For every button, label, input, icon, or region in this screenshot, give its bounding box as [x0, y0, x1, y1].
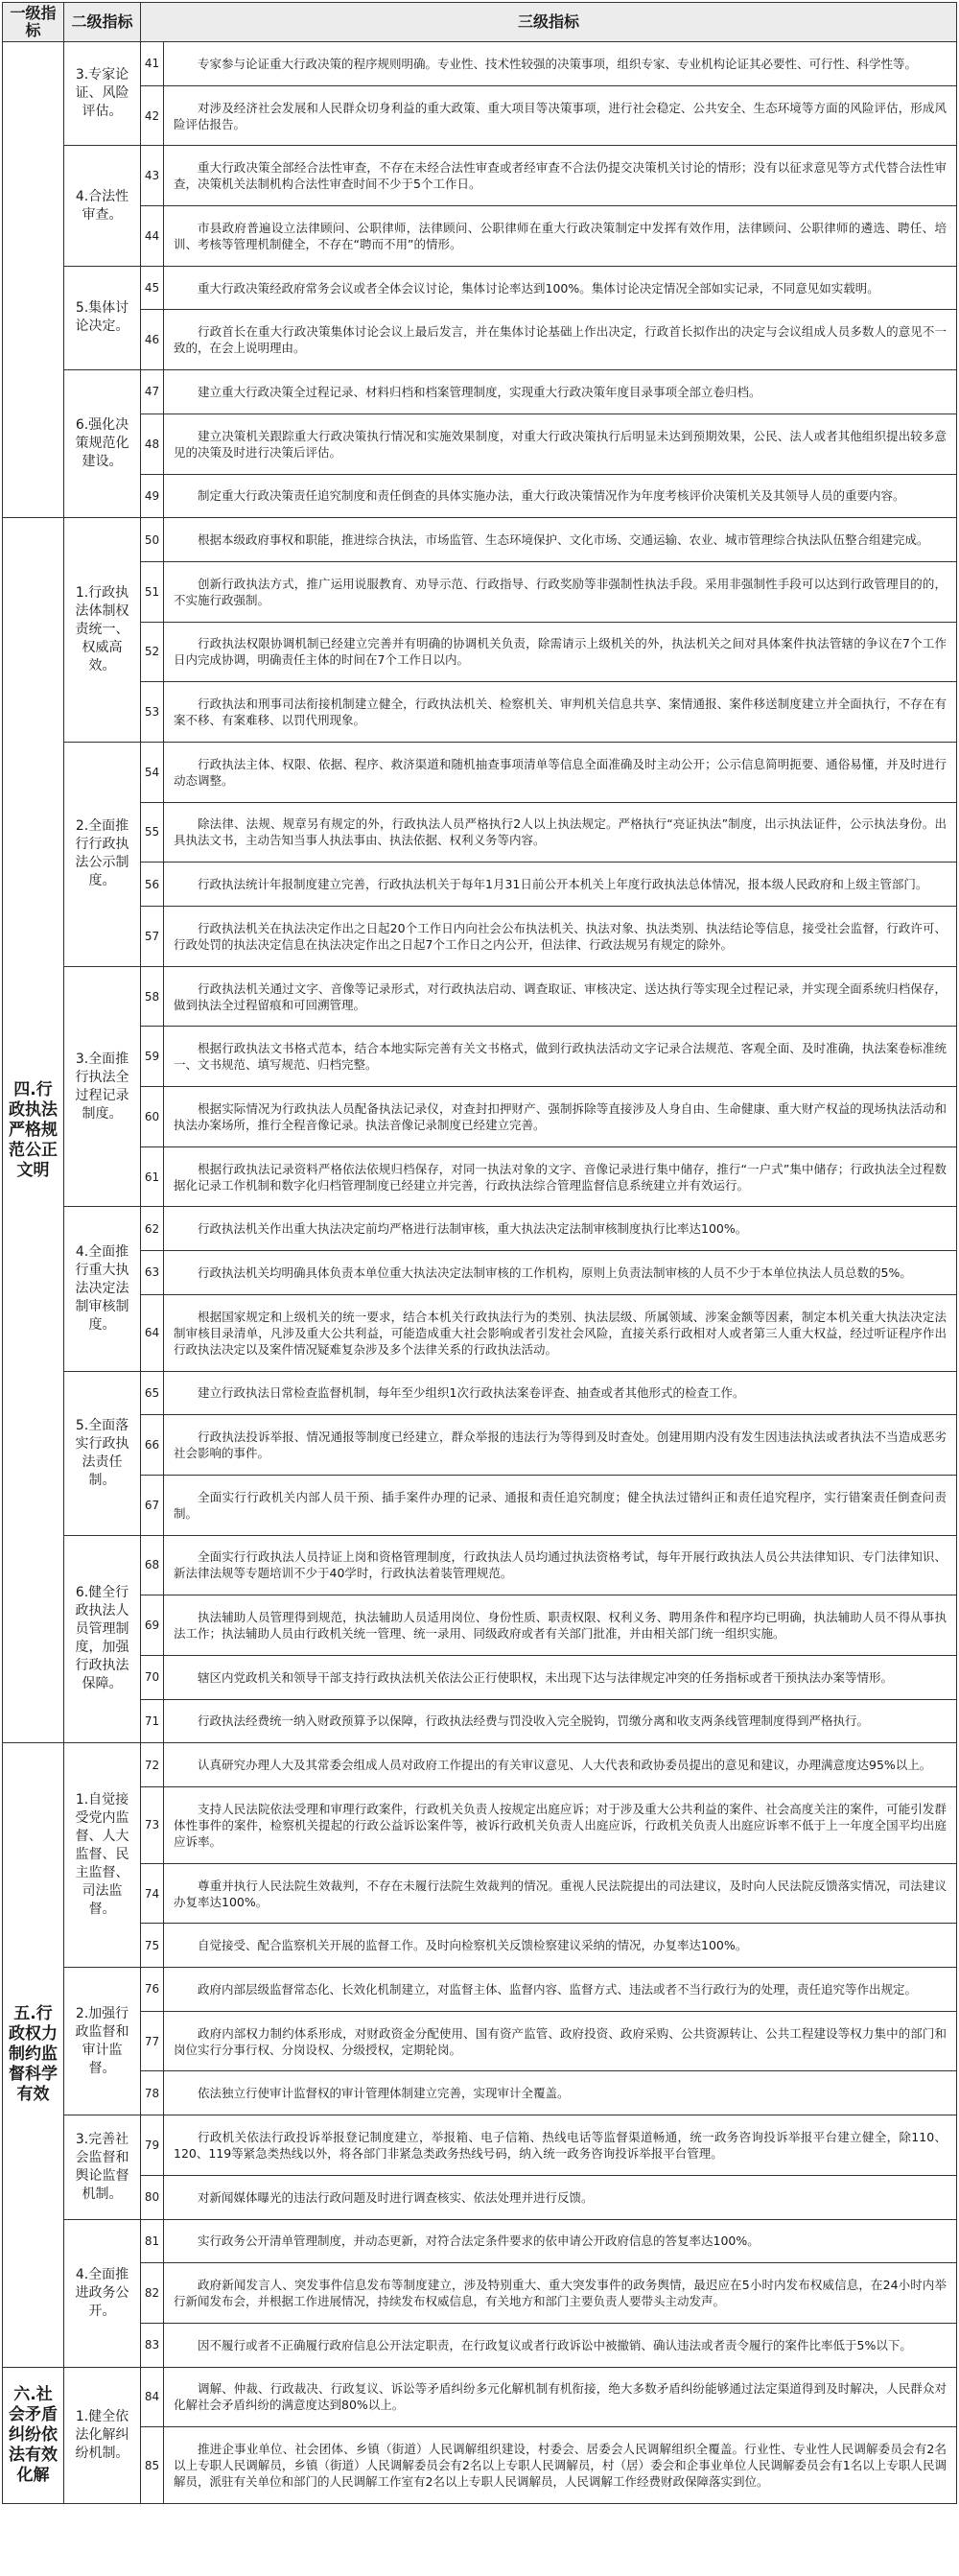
level2-indicator: 1.行政执法体制权责统一、权威高效。: [64, 518, 141, 743]
indicator-number: 47: [141, 370, 164, 414]
indicator-number: 53: [141, 682, 164, 743]
level3-indicator-text: 政府内部权力制约体系形成，对财政资金分配使用、国有资产监管、政府投资、政府采购、公共资源转让、公共工程建设等权力集中的部门和岗位实行分事行权、分岗设权、分级授权，定期轮岗。: [164, 2011, 957, 2071]
level2-indicator: 5.集体讨论决定。: [64, 266, 141, 369]
table-row: [3, 2427, 957, 2504]
level2-indicator: 5.全面落实行政执法责任制。: [64, 1371, 141, 1535]
header-level3: 三级指标: [141, 3, 957, 42]
level2-indicator: 1.自觉接受党内监督、人大监督、民主监督、司法监督。: [64, 1743, 141, 1968]
table-row: [3, 1863, 957, 1924]
table-row: [3, 561, 957, 622]
level2-indicator: 4.全面推进政务公开。: [64, 2219, 141, 2367]
level3-indicator-text: 调解、仲裁、行政裁决、行政复议、诉讼等矛盾纠纷多元化解机制有机衔接，绝大多数矛盾纠纷能够通过法定渠道得到及时解决，人民群众对化解社会矛盾纠纷的满意度达到80%以上。: [164, 2367, 957, 2427]
table-row: [3, 474, 957, 518]
indicator-number: 42: [141, 85, 164, 146]
level3-indicator-text: 行政执法统计年报制度建立完善，行政执法机关于每年1月31日前公开本机关上年度行政执法总体情况，报本级人民政府和上级主管部门。: [164, 863, 957, 907]
table-row: [3, 622, 957, 682]
indicator-number: 82: [141, 2263, 164, 2324]
table-row: [3, 1699, 957, 1743]
indicator-number: 68: [141, 1535, 164, 1595]
table-row: [3, 42, 957, 86]
table-row: [3, 1294, 957, 1371]
level3-indicator-text: 重大行政决策经政府常务会议或者全体会议讨论，集体讨论率达到100%。集体讨论决定情况全部如实记录，不同意见如实载明。: [164, 266, 957, 310]
level3-indicator-text: 政府新闻发言人、突发事件信息发布等制度建立，涉及特别重大、重大突发事件的政务舆情，最迟应在5小时内发布权威信息，在24小时内举行新闻发布会，并根据工作进展情况，持续发布权威信息，有关地方和部门主要负责人要带头主动发声。: [164, 2263, 957, 2324]
level3-indicator-text: 行政机关依法行政投诉举报登记制度建立，举报箱、电子信箱、热线电话等监督渠道畅通，统一政务咨询投诉举报平台建立健全，除110、120、119等紧急类热线以外，将各部门非紧急类政务热线号码，纳入统一政务咨询投诉举报平台管理。: [164, 2115, 957, 2176]
level3-indicator-text: 认真研究办理人大及其常委会组成人员对政府工作提出的有关审议意见、人大代表和政协委员提出的意见和建议，办理满意度达95%以上。: [164, 1743, 957, 1787]
table-row: [3, 2219, 957, 2263]
indicator-number: 56: [141, 863, 164, 907]
table-body: [3, 42, 957, 2504]
level3-indicator-text: 实行政务公开清单管理制度，并动态更新，对符合法定条件要求的依申请公开政府信息的答复率达100%。: [164, 2219, 957, 2263]
indicator-number: 64: [141, 1294, 164, 1371]
indicator-number: 62: [141, 1207, 164, 1251]
table-row: [3, 1743, 957, 1787]
indicator-number: 74: [141, 1863, 164, 1924]
level3-indicator-text: 自觉接受、配合监察机关开展的监督工作。及时向检察机关反馈检察建议采纳的情况，办复率达100%。: [164, 1924, 957, 1968]
table-row: [3, 802, 957, 863]
table-row: [3, 907, 957, 967]
table-row: [3, 2011, 957, 2071]
level3-indicator-text: 专家参与论证重大行政决策的程序规则明确。专业性、技术性较强的决策事项，组织专家、专业机构论证其必要性、可行性、科学性等。: [164, 42, 957, 86]
indicator-number: 57: [141, 907, 164, 967]
table-row: [3, 518, 957, 562]
level3-indicator-text: 行政执法主体、权限、依据、程序、救济渠道和随机抽查事项清单等信息全面准确及时主动公开；公示信息简明扼要、通俗易懂，并及时进行动态调整。: [164, 742, 957, 802]
table-row: [3, 1968, 957, 2012]
level3-indicator-text: 根据本级政府事权和职能，推进综合执法，市场监管、生态环境保护、文化市场、交通运输、农业、城市管理综合执法队伍整合组建完成。: [164, 518, 957, 562]
header-level2: 二级指标: [64, 3, 141, 42]
table-row: [3, 2263, 957, 2324]
table-row: [3, 2323, 957, 2367]
indicator-number: 45: [141, 266, 164, 310]
indicator-number: 70: [141, 1655, 164, 1699]
table-row: [3, 1475, 957, 1535]
level3-indicator-text: 对新闻媒体曝光的违法行政问题及时进行调查核实、依法处理并进行反馈。: [164, 2175, 957, 2219]
table-row: [3, 310, 957, 370]
table-row: [3, 863, 957, 907]
level3-indicator-text: 执法辅助人员管理得到规范，执法辅助人员适用岗位、身份性质、职责权限、权利义务、聘用条件和程序均已明确，执法辅助人员不得从事执法工作；执法辅助人员由行政机关统一管理、统一录用、同级政府或者有关部门批准，并由相关部门统一组织实施。: [164, 1595, 957, 1656]
level3-indicator-text: 除法律、法规、规章另有规定的外，行政执法人员严格执行2人以上执法规定。严格执行“亮证执法”制度，出示执法证件，公示执法身份。出具执法文书，主动告知当事人执法事由、执法依据、权利义务等内容。: [164, 802, 957, 863]
table-row: [3, 2175, 957, 2219]
indicator-number: 72: [141, 1743, 164, 1787]
table-row: [3, 1027, 957, 1087]
level3-indicator-text: 行政执法机关作出重大执法决定前均严格进行法制审核，重大执法决定法制审核制度执行比率达100%。: [164, 1207, 957, 1251]
level2-indicator: 2.加强行政监督和审计监督。: [64, 1968, 141, 2115]
table-row: [3, 1415, 957, 1476]
table-row: [3, 1251, 957, 1295]
level3-indicator-text: 建立行政执法日常检查监督机制，每年至少组织1次行政执法案卷评查、抽查或者其他形式的检查工作。: [164, 1371, 957, 1415]
level2-indicator: 6.强化决策规范化建设。: [64, 370, 141, 518]
level3-indicator-text: 行政执法机关通过文字、音像等记录形式，对行政执法启动、调查取证、审核决定、送达执行等实现全过程记录，并实现全面系统归档保存，做到执法全过程留痕和可回溯管理。: [164, 966, 957, 1027]
table-row: [3, 1595, 957, 1656]
table-row: [3, 1655, 957, 1699]
level3-indicator-text: 对涉及经济社会发展和人民群众切身利益的重大政策、重大项目等决策事项，进行社会稳定、公共安全、生态环境等方面的风险评估，形成风险评估报告。: [164, 85, 957, 146]
indicator-table: [2, 2, 957, 2504]
indicator-number: 80: [141, 2175, 164, 2219]
table-row: [3, 1087, 957, 1147]
indicator-number: 51: [141, 561, 164, 622]
table-row: [3, 1535, 957, 1595]
table-row: [3, 1146, 957, 1207]
level2-indicator: 3.全面推行执法全过程记录制度。: [64, 966, 141, 1207]
level3-indicator-text: 行政执法权限协调机制已经建立完善并有明确的协调机关负责，除需请示上级机关的外，执法机关之间对具体案件执法管辖的争议在7个工作日内完成协调，明确责任主体的时间在7个工作日以内。: [164, 622, 957, 682]
indicator-number: 78: [141, 2071, 164, 2115]
indicator-number: 81: [141, 2219, 164, 2263]
level3-indicator-text: 推进企事业单位、社会团体、乡镇（街道）人民调解组织建设，村委会、居委会人民调解组织全覆盖。行业性、专业性人民调解委员会有2名以上专职人民调解员，乡镇（街道）人民调解委员会有2名以上专职人民调解员，村（居）委会和企事业单位人民调解委员会有1名以上专职人民调解员，派驻有关单位和部门的人民调解工作室有2名以上专职人民调解员，人民调解工作经费财政保障落实到位。: [164, 2427, 957, 2504]
level3-indicator-text: 因不履行或者不正确履行政府信息公开法定职责，在行政复议或者行政诉讼中被撤销、确认违法或者责令履行的案件比率低于5%以下。: [164, 2323, 957, 2367]
indicator-number: 48: [141, 414, 164, 474]
table-row: [3, 1371, 957, 1415]
level3-indicator-text: 行政首长在重大行政决策集体讨论会议上最后发言，并在集体讨论基础上作出决定，行政首长拟作出的决定与会议组成人员多数人的意见不一致的，在会上说明理由。: [164, 310, 957, 370]
indicator-number: 46: [141, 310, 164, 370]
level1-indicator: 五.行政权力制约监督科学有效: [3, 1743, 64, 2367]
table-row: [3, 742, 957, 802]
indicator-number: 75: [141, 1924, 164, 1968]
level2-indicator: 3.专家论证、风险评估。: [64, 42, 141, 146]
level3-indicator-text: 重大行政决策全部经合法性审查，不存在未经合法性审查或者经审查不合法仍提交决策机关讨论的情形；没有以征求意见等方式代替合法性审查，决策机关法制机构合法性审查时间不少于5个工作日。: [164, 146, 957, 206]
indicator-number: 55: [141, 802, 164, 863]
level1-indicator: 四.行政执法严格规范公正文明: [3, 518, 64, 1743]
indicator-number: 66: [141, 1415, 164, 1476]
level2-indicator: 6.健全行政执法人员管理制度，加强行政执法保障。: [64, 1535, 141, 1743]
indicator-number: 54: [141, 742, 164, 802]
level3-indicator-text: 尊重并执行人民法院生效裁判，不存在未履行法院生效裁判的情况。重视人民法院提出的司法建议，及时向人民法院反馈落实情况，司法建议办复率达100%。: [164, 1863, 957, 1924]
level1-indicator: 六.社会矛盾纠纷依法有效化解: [3, 2367, 64, 2503]
table-row: [3, 146, 957, 206]
table-row: [3, 414, 957, 474]
level3-indicator-text: 根据行政执法记录资料严格依法依规归档保存，对同一执法对象的文字、音像记录进行集中储存，推行“一户式”集中储存；行政执法全过程数据化记录工作机制和数字化归档管理制度已经建立并完善，行政执法综合管理监督信息系统建立并有效运行。: [164, 1146, 957, 1207]
table-row: [3, 1924, 957, 1968]
table-row: [3, 2071, 957, 2115]
indicator-number: 63: [141, 1251, 164, 1295]
indicator-number: 43: [141, 146, 164, 206]
indicator-number: 84: [141, 2367, 164, 2427]
level3-indicator-text: 创新行政执法方式，推广运用说服教育、劝导示范、行政指导、行政奖励等非强制性执法手段。采用非强制性手段可以达到行政管理目的的，不实施行政强制。: [164, 561, 957, 622]
level3-indicator-text: 全面实行行政机关内部人员干预、插手案件办理的记录、通报和责任追究制度；健全执法过错纠正和责任追究程序，实行错案责任倒查问责制。: [164, 1475, 957, 1535]
level3-indicator-text: 行政执法投诉举报、情况通报等制度已经建立，群众举报的违法行为等得到及时查处。创建用期内没有发生因违法执法或者执法不当造成恶劣社会影响的事件。: [164, 1415, 957, 1476]
indicator-number: 58: [141, 966, 164, 1027]
indicator-number: 49: [141, 474, 164, 518]
indicator-number: 76: [141, 1968, 164, 2012]
table-row: [3, 206, 957, 267]
indicator-number: 60: [141, 1087, 164, 1147]
indicator-number: 69: [141, 1595, 164, 1656]
level3-indicator-text: 依法独立行使审计监督权的审计管理体制建立完善，实现审计全覆盖。: [164, 2071, 957, 2115]
level3-indicator-text: 行政执法经费统一纳入财政预算予以保障，行政执法经费与罚没收入完全脱钩，罚缴分离和收支两条线管理制度得到严格执行。: [164, 1699, 957, 1743]
table-row: [3, 1787, 957, 1864]
level2-indicator: 1.健全依法化解纠纷机制。: [64, 2367, 141, 2503]
indicator-number: 85: [141, 2427, 164, 2504]
level3-indicator-text: 行政执法机关均明确具体负责本单位重大执法决定法制审核的工作机构，原则上负责法制审核的人员不少于本单位执法人员总数的5%。: [164, 1251, 957, 1295]
table-row: [3, 85, 957, 146]
indicator-number: 52: [141, 622, 164, 682]
indicator-number: 83: [141, 2323, 164, 2367]
level3-indicator-text: 全面实行行政执法人员持证上岗和资格管理制度，行政执法人员均通过执法资格考试，每年开展行政执法人员公共法律知识、专门法律知识、新法律法规等专题培训不少于40学时，行政执法着装管理规范。: [164, 1535, 957, 1595]
indicator-number: 44: [141, 206, 164, 267]
level3-indicator-text: 根据国家规定和上级机关的统一要求，结合本机关行政执法行为的类别、执法层级、所属领域、涉案金额等因素，制定本机关重大执法决定法制审核目录清单，凡涉及重大公共利益，可能造成重大社会影响或者引发社会风险，直接关系行政相对人或者第三人重大权益，经过听证程序作出行政执法决定以及案件情况疑难复杂涉及多个法律关系的行政执法活动。: [164, 1294, 957, 1371]
level3-indicator-text: 行政执法机关在执法决定作出之日起20个工作日内向社会公布执法机关、执法对象、执法类别、执法结论等信息，接受社会监督，行政许可、行政处罚的执法决定信息在执法决定作出之日起7个工作日之内公开，但法律、行政法规另有规定的除外。: [164, 907, 957, 967]
indicator-number: 65: [141, 1371, 164, 1415]
level2-indicator: 4.全面推行重大执法决定法制审核制度。: [64, 1207, 141, 1371]
indicator-number: 79: [141, 2115, 164, 2176]
indicator-table-page: [2, 2, 957, 2504]
table-row: [3, 370, 957, 414]
table-row: [3, 2115, 957, 2176]
level3-indicator-text: 辖区内党政机关和领导干部支持行政执法机关依法公正行使职权，未出现下达与法律规定冲突的任务指标或者干预执法办案等情形。: [164, 1655, 957, 1699]
level3-indicator-text: 行政执法和刑事司法衔接机制建立健全，行政执法机关、检察机关、审判机关信息共享、案情通报、案件移送制度建立并全面执行，不存在有案不移、有案难移、以罚代刑现象。: [164, 682, 957, 743]
level3-indicator-text: 建立重大行政决策全过程记录、材料归档和档案管理制度，实现重大行政决策年度目录事项全部立卷归档。: [164, 370, 957, 414]
indicator-number: 73: [141, 1787, 164, 1864]
indicator-number: 59: [141, 1027, 164, 1087]
level3-indicator-text: 制定重大行政决策责任追究制度和责任倒查的具体实施办法，重大行政决策情况作为年度考核评价决策机关及其领导人员的重要内容。: [164, 474, 957, 518]
header-level1: 一级指标: [3, 3, 64, 42]
indicator-number: 67: [141, 1475, 164, 1535]
indicator-number: 61: [141, 1146, 164, 1207]
table-header: [3, 3, 957, 42]
table-row: [3, 266, 957, 310]
table-row: [3, 2367, 957, 2427]
indicator-number: 77: [141, 2011, 164, 2071]
level3-indicator-text: 市县政府普遍设立法律顾问、公职律师，法律顾问、公职律师在重大行政决策制定中发挥有效作用，法律顾问、公职律师的遴选、聘任、培训、考核等管理机制健全，不存在“聘而不用”的情形。: [164, 206, 957, 267]
level3-indicator-text: 建立决策机关跟踪重大行政决策执行情况和实施效果制度，对重大行政决策执行后明显未达到预期效果，公民、法人或者其他组织提出较多意见的决策及时进行决策后评估。: [164, 414, 957, 474]
level2-indicator: 4.合法性审查。: [64, 146, 141, 266]
level3-indicator-text: 支持人民法院依法受理和审理行政案件，行政机关负责人按规定出庭应诉；对于涉及重大公共利益的案件、社会高度关注的案件，可能引发群体性事件的案件，检察机关提起的行政公益诉讼案件等，被诉行政机关负责人出庭应诉，行政机关负责人出庭应诉率不低于上一年度全国平均出庭应诉率。: [164, 1787, 957, 1864]
table-row: [3, 682, 957, 743]
level3-indicator-text: 政府内部层级监督常态化、长效化机制建立，对监督主体、监督内容、监督方式、违法或者不当行政行为的处理，责任追究等作出规定。: [164, 1968, 957, 2012]
level3-indicator-text: 根据行政执法文书格式范本，结合本地实际完善有关文书格式，做到行政执法活动文字记录合法规范、客观全面、及时准确，执法案卷标准统一、文书规范、填写规范、归档完整。: [164, 1027, 957, 1087]
indicator-number: 41: [141, 42, 164, 86]
level2-indicator: 3.完善社会监督和舆论监督机制。: [64, 2115, 141, 2219]
level3-indicator-text: 根据实际情况为行政执法人员配备执法记录仪，对查封扣押财产、强制拆除等直接涉及人身自由、生命健康、重大财产权益的现场执法活动和执法办案场所，推行全程音像记录。执法音像记录制度已经建立完善。: [164, 1087, 957, 1147]
table-row: [3, 966, 957, 1027]
indicator-number: 71: [141, 1699, 164, 1743]
level2-indicator: 2.全面推行行政执法公示制度。: [64, 742, 141, 966]
level1-indicator: [3, 42, 64, 518]
table-row: [3, 1207, 957, 1251]
indicator-number: 50: [141, 518, 164, 562]
